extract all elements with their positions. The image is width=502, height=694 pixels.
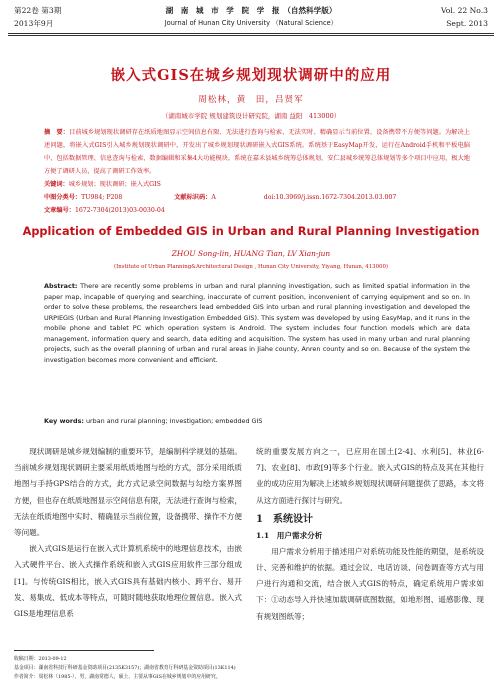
keywords-cn-text: 城乡规划；现状调研；嵌入式GIS <box>68 181 161 188</box>
article-no-label: 文章编号： <box>44 207 75 214</box>
clc-value: TU984; P208 <box>81 194 123 201</box>
received-date: 收稿日期：2013-09-12 <box>14 656 67 662</box>
fund-note: 基金项目：湖南省科技厅科研基金资助项目(2135K3157)；湖南省教育厅科研基金资助项目(13K114) <box>14 664 236 671</box>
body-paragraph: 嵌入式GIS是运行在嵌入式计算机系统中的地理信息技术，由嵌入式硬件平台、嵌入式操作系统和嵌入式GIS应用软件三部分组成[1]。与传统GIS相比，嵌入式GIS具有基础内核小、跨平台、易开发、易集成、低成本等特点，可随时随地获取地理位置信息。嵌入式GIS是地理信息系 <box>14 544 242 619</box>
clc-label: 中图分类号： <box>44 194 82 201</box>
body-column-left <box>14 444 242 644</box>
subsection-heading: 1.1 用户需求分析 <box>256 530 323 540</box>
footnotes <box>14 655 484 681</box>
abstract-en <box>44 281 470 365</box>
volume-en: Vol. 22 No.3 <box>440 6 488 15</box>
abstract-en-label: Abstract: <box>44 282 78 290</box>
keywords-en-text: urban and rural planning; investigation; embedded GIS <box>86 417 263 425</box>
doc-code-value: A <box>211 194 216 201</box>
header-rule-bottom <box>8 35 494 36</box>
abstract-en-text: There are recently some problems in urban and rural planning investigation, such as limited spatial information in the paper map, incapable of querying and searching, inaccurate of current position, inconvenient of carrying equipment and so on. In order to solve these problems, the researchers lead embedded GIS into urban and rural planning investigation and developed the URPIEGIS (Urban and Rural Planning Investigation Embedded GIS). This system was developed by using EasyMap, and it runs in the mobile phone and tablet PC which operation system is Android. The system includes four function models which are data management, information query and search, data editing and acquisition. The system has used in many urban and rural planning projects, such as the overall planning of urban and rural areas in Jiahe county, Anren county and so on. Because of the system the investigation becomes more convenient and efficient. <box>44 282 471 364</box>
body-paragraph: 统的重要发展方向之一，已应用在国土[2-4]、水利[5]、林业[6-7]、农业[8]、市政[9]等多个行业。嵌入式GIS的特点及其在其他行业的成功应用为解决上述城乡规划现状调研问题提供了思路，本文将从这方面进行探讨与研究。 <box>256 447 484 505</box>
keywords-en-label: Key words: <box>44 417 84 425</box>
authors-cn: 周松林，黄 田，吕贤军 <box>198 95 304 105</box>
doi: doi:10.3969/j.issn.1672-7304.2013.03.007 <box>263 194 397 201</box>
footnote-rule <box>14 650 154 651</box>
body-paragraph: 现状调研是城乡规划编制的重要环节，是编制科学规划的基础。当前城乡规划现状调研主要采用纸质地图与绘的方式，部分采用纸质地图与手持GPS结合的方式，此方式记录空间数据与勾绘方案界图方便，但也存在纸质地图显示空间信息有限，无法进行查询与检索，无法在纸质地图中实时、精确显示当前位置，设备携带、操作不方便等问题。 <box>14 447 242 538</box>
paper-title-cn: 嵌入式GIS在城乡规划现状调研中的应用 <box>110 67 392 84</box>
journal-header <box>0 0 502 40</box>
keywords-cn-label: 关键词： <box>44 181 69 188</box>
affiliation-cn: （湖南城市学院 规划建筑设计研究院，湖南 益阳 413000） <box>161 112 341 120</box>
abstract-cn <box>44 126 470 178</box>
classification-line <box>44 191 470 204</box>
keywords-en <box>44 417 470 425</box>
affiliation-en: (Institute of Urban Planning&Architectural Design , Hunan City University, Yiyang, Hunan, 413000) <box>114 264 388 270</box>
authors-en: ZHOU Song-lin, HUANG Tian, LV Xian-jun <box>171 249 331 258</box>
paper-title-en: Application of Embedded GIS in Urban and Rural Planning Investigation <box>22 225 480 238</box>
article-no-value: 1672-7304(2013)03-0030-04 <box>74 207 165 214</box>
header-rule-top <box>8 33 494 34</box>
author-bio: 作者简介：周松林（1985-），男，湖南常德人，硕士，主要从事GIS在城乡规划中的应用研究。 <box>14 673 221 680</box>
body-paragraph: 用户需求分析用于描述用户对系统功能及性能的期望，是系统设计、完善和维护的依据。通过会议、电话访谈、问卷调查等方式与用户进行沟通和交流，结合嵌入式GIS的特点，确定系统用户需求如下：①动态导入并快速加载调研底图数据，如地形图、遥感影像、现有规划图纸等； <box>256 546 484 621</box>
volume-issue: 第22卷 第3期 <box>14 6 62 15</box>
body-column-right <box>256 444 484 644</box>
date-en: Sept. 2013 <box>446 19 488 28</box>
journal-name-cn: 湖 南 城 市 学 院 学 报 （自然科学版） <box>165 6 337 15</box>
section-heading: 1 系统设计 <box>256 513 313 525</box>
journal-name-en: Journal of Hunan City University （Natural Science） <box>164 19 338 27</box>
abstract-cn-text: 目前城乡规划现状调研存在纸质地图显示空间信息有限、无法进行查询与检索、无法实时、精确显示当前位置、设备携带不方便等问题。为解决上述问题，将嵌入式GIS引入城乡规划现状调研中，开发出了城乡规划现状调研嵌入式GIS系统。系统基于EasyMap开发，运行在Android手机和平板电脑中，包括数据管理、信息查询与检索、数据编辑和采集4大功能模块。系统在嘉禾县城乡统筹总体规划、安仁县城乡统筹总体规划等多个项目中应用，极大地方便了调研人员，提高了调研工作效率。 <box>44 129 471 175</box>
abstract-cn-label: 摘 要： <box>44 129 70 136</box>
doc-code-label: 文献标识码： <box>174 194 212 201</box>
publication-date: 2013年9月 <box>14 19 54 28</box>
keywords-cn <box>44 178 470 191</box>
article-number <box>44 204 470 217</box>
